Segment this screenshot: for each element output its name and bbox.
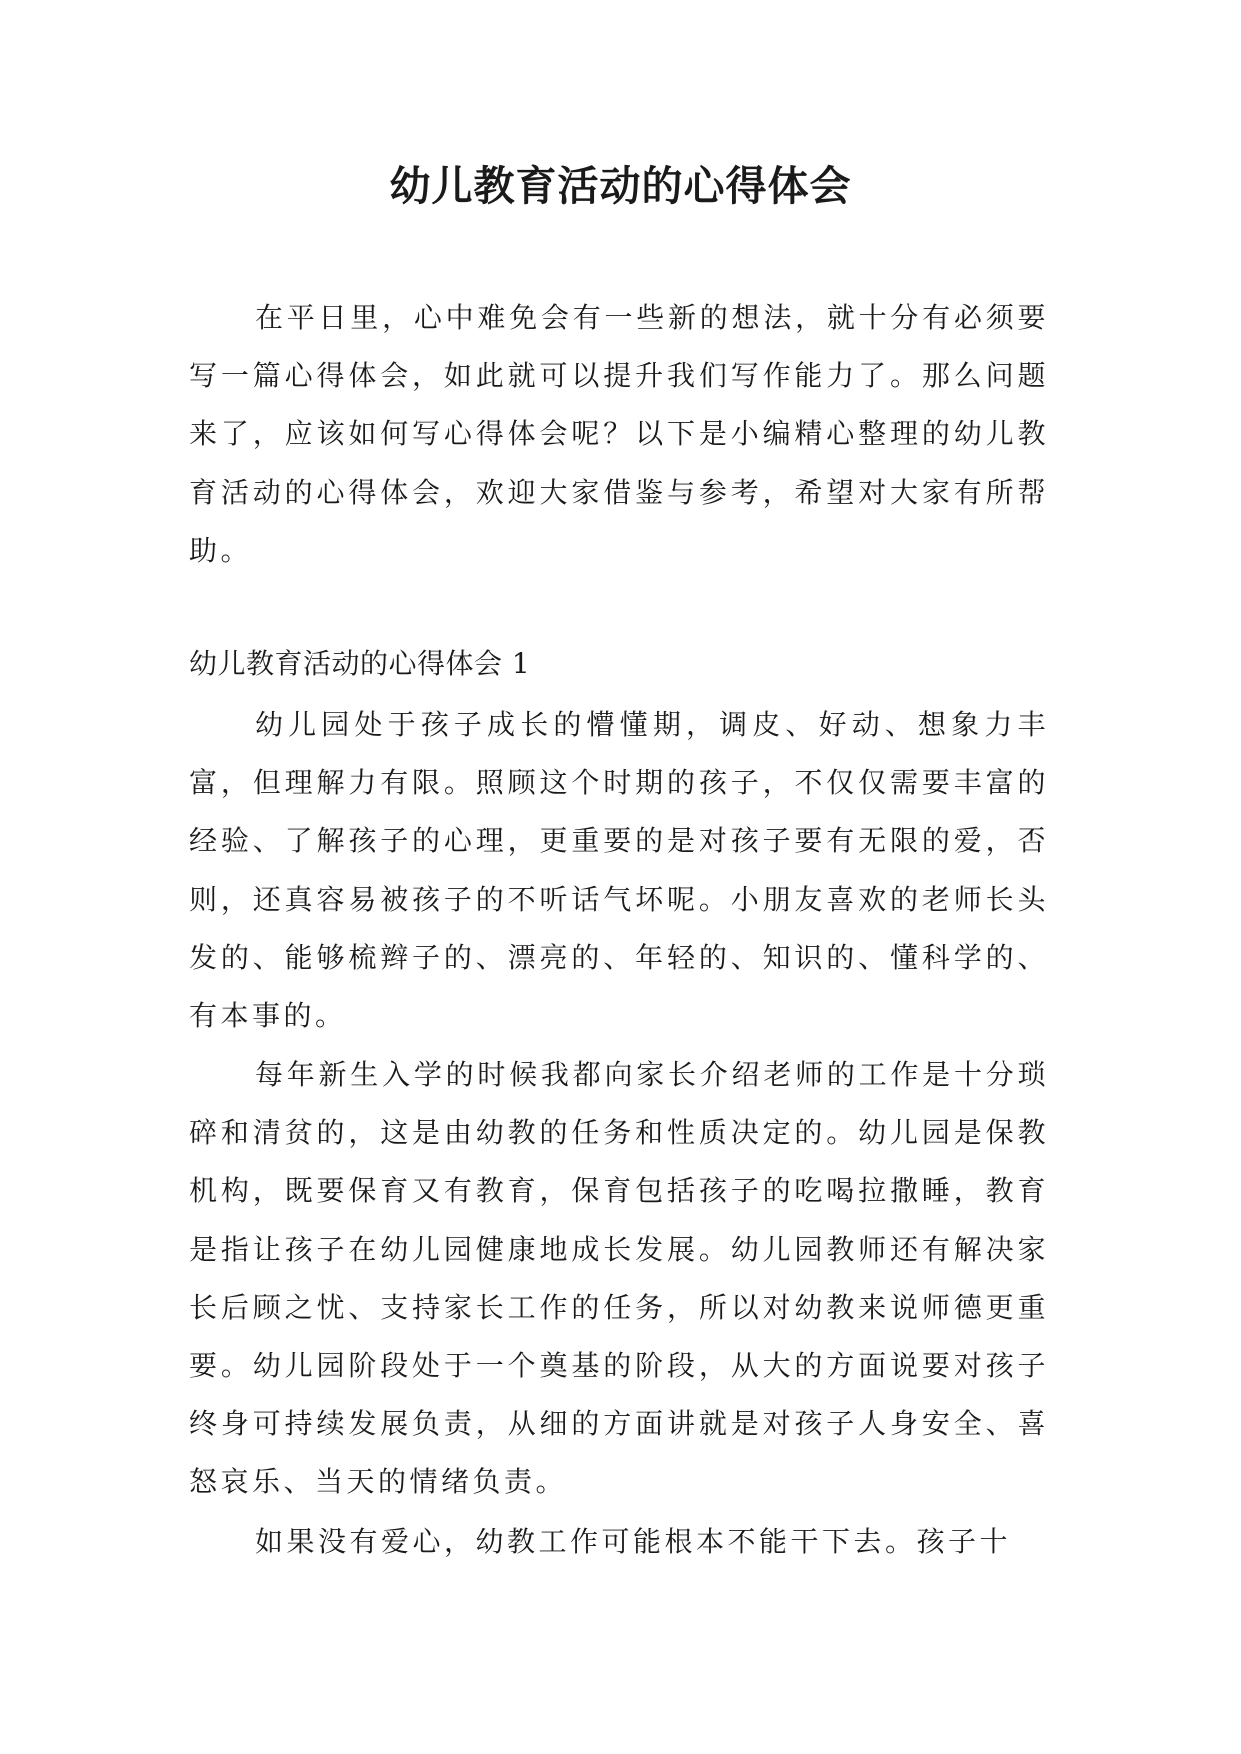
body-paragraph-3: 如果没有爱心，幼教工作可能根本不能干下去。孩子十 [255, 1525, 1012, 1558]
section-heading: 幼儿教育活动的心得体会 1 [189, 647, 531, 680]
document-title: 幼儿教育活动的心得体会 [389, 162, 852, 210]
intro-paragraph: 在平日里，心中难免会有一些新的想法，就十分有必须要写一篇心得体会，如此就可以提升我们写作能力了。那么问题来了，应该如何写心得体会呢？以下是小编精心整理的幼儿教育活动的心得体会，欢迎大家借鉴与参考，希望对大家有所帮助。 [189, 301, 1049, 567]
body-paragraph-2: 每年新生入学的时候我都向家长介绍老师的工作是十分琐碎和清贫的，这是由幼教的任务和性质决定的。幼儿园是保教机构，既要保育又有教育，保育包括孩子的吃喝拉撒睡，教育是指让孩子在幼儿园健康地成长发展。幼儿园教师还有解决家长后顾之忧、支持家长工作的任务，所以对幼教来说师德更重要。幼儿园阶段处于一个奠基的阶段，从大的方面说要对孩子终身可持续发展负责，从细的方面讲就是对孩子人身安全、喜怒哀乐、当天的情绪负责。 [189, 1058, 1049, 1499]
body-paragraph-1: 幼儿园处于孩子成长的懵懂期，调皮、好动、想象力丰富，但理解力有限。照顾这个时期的孩子，不仅仅需要丰富的经验、了解孩子的心理，更重要的是对孩子要有无限的爱，否则，还真容易被孩子的不听话气坏呢。小朋友喜欢的老师长头发的、能够梳辫子的、漂亮的、年轻的、知识的、懂科学的、有本事的。 [189, 708, 1049, 1033]
